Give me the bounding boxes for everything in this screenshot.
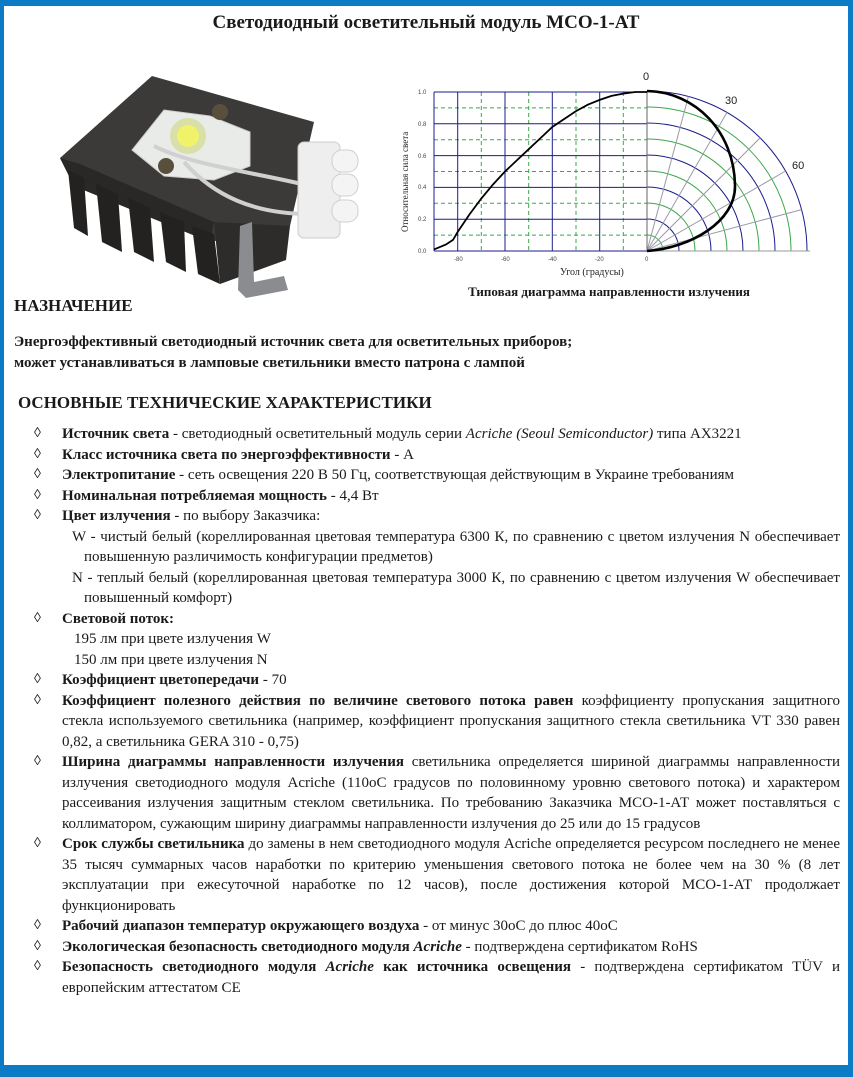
product-photo-icon (14, 46, 384, 302)
spec-item: ◊ Класс источника света по энергоэффективности - А (34, 445, 840, 466)
spec-item: ◊ Световой поток: 195 лм при цвете излучения W 150 лм при цвете излучения N (34, 609, 840, 671)
spec-subitem: 150 лм при цвете излучения N (74, 651, 268, 668)
diamond-bullet-icon: ◊ (34, 754, 41, 769)
diamond-bullet-icon: ◊ (34, 446, 41, 462)
purpose-line-2: может устанавливаться в ламповые светильники вместо патрона с лампой (14, 355, 525, 371)
diamond-bullet-icon: ◊ (34, 959, 41, 974)
polar-curve (647, 91, 738, 251)
purpose-line-1: Энергоэффективный светодиодный источник света для осветительных приборов; (14, 334, 573, 350)
spec-item: ◊ Безопасность светодиодного модуля Acriche как источника освещения - подтверждена сертификатом TÜV и европейским аттестатом CE (34, 959, 840, 996)
svg-text:30: 30 (725, 95, 738, 107)
diamond-bullet-icon: ◊ (34, 836, 41, 851)
diamond-bullet-icon: ◊ (34, 487, 41, 503)
polar-grid (647, 91, 810, 251)
svg-text:60: 60 (792, 160, 805, 172)
chart-caption: Типовая диаграмма направленности излучения (468, 284, 750, 299)
spec-item: ◊ Срок службы светильника до замены в нем светодиодного модуля Acriche определяется ресурсом последнего не менее 35 тысяч суммарных часов наработки по критерию уменьшения светового потока не более чем на 30 % (8 лет эксплуатации при ежесуточной наработке по 12 часов), после достижения которой МСО-1-АТ продолжает функционировать (34, 836, 840, 914)
purpose-heading: НАЗНАЧЕНИЕ (14, 296, 133, 315)
spec-item: ◊ Экологическая безопасность светодиодного модуля Acriche - подтверждена сертификатом RoHS (34, 937, 840, 958)
spec-item: ◊ Номинальная потребляемая мощность - 4,4 Вт (34, 486, 840, 507)
diamond-bullet-icon: ◊ (34, 918, 41, 933)
spec-subitem: W - чистый белый (кореллированная цветовая температура 6300 К, по сравнению с цветом излучения N обеспечивает повышенную различимость конфигурации предметов) (72, 528, 840, 565)
spec-item: ◊ Источник света - светодиодный осветительный модуль серии Acriche (Seoul Semiconductor) типа АХ3221 (34, 424, 840, 445)
radiation-pattern-chart (380, 62, 830, 302)
page-title: Светодиодный осветительный модуль МСО-1-АТ (212, 12, 640, 33)
diamond-bullet-icon: ◊ (34, 610, 41, 626)
purpose-text (14, 332, 834, 374)
cartesian-grid (434, 92, 647, 251)
diamond-bullet-icon: ◊ (34, 467, 41, 482)
svg-text:-40: -40 (548, 257, 557, 263)
svg-text:0.6: 0.6 (418, 154, 427, 160)
specs-heading: ОСНОВНЫЕ ТЕХНИЧЕСКИЕ ХАРАКТЕРИСТИКИ (18, 393, 432, 412)
svg-text:0.8: 0.8 (418, 122, 427, 128)
svg-text:-20: -20 (595, 257, 604, 263)
svg-text:-60: -60 (501, 257, 510, 263)
datasheet-page (4, 6, 848, 1065)
svg-text:0: 0 (645, 257, 649, 263)
specs-list (34, 424, 840, 998)
diamond-bullet-icon: ◊ (34, 672, 41, 687)
diamond-bullet-icon: ◊ (34, 426, 41, 441)
spec-item: ◊ Электропитание - сеть освещения 220 В 50 Гц, соответствующая действующим в Украине требованиям (34, 465, 840, 486)
cartesian-curve (434, 92, 647, 249)
svg-text:0: 0 (643, 71, 650, 83)
spec-subitem: N - теплый белый (кореллированная цветовая температура 3000 К, по сравнению с цветом излучения W обеспечивает повышенный комфорт) (72, 569, 840, 606)
spec-item: ◊ Ширина диаграммы направленности излучения светильника определяется шириной диаграммы направленности излучения светодиодного модуля Acriche (110oC градусов по половинному уровню светового потока) и характером рассеивания излучения защитным стеклом светильника. По требованию Заказчика МСО-1-АТ может поставляться с коллиматором, сужающим ширину диаграммы направленности излучения до 25 или до 15 градусов (34, 754, 840, 832)
diamond-bullet-icon: ◊ (34, 938, 41, 954)
spec-subitem: 195 лм при цвете излучения W (74, 631, 271, 647)
svg-text:Угол (градусы): Угол (градусы) (560, 267, 624, 278)
svg-text:0.0: 0.0 (418, 249, 427, 255)
spec-item: ◊ Коэффициент цветопередачи - 70 (34, 670, 840, 691)
svg-text:-80: -80 (454, 257, 463, 263)
spec-item: ◊ Цвет излучения - по выбору Заказчика: W - чистый белый (кореллированная цветовая температура 6300 К, по сравнению с цветом излучения N обеспечивает повышенную различимость конфигурации предметов) N - теплый белый (кореллированная цветовая температура 3000 К, по сравнению с цветом излучения W обеспечивает повышенный комфорт) (34, 506, 840, 609)
diamond-bullet-icon: ◊ (34, 692, 41, 708)
svg-text:0.4: 0.4 (418, 185, 427, 191)
svg-text:1.0: 1.0 (418, 90, 427, 96)
spec-item: ◊ Рабочий диапазон температур окружающего воздуха - от минус 30oC до плюс 40oC (34, 916, 840, 937)
svg-text:Относительная сила света: Относительная сила света (400, 131, 410, 232)
spec-item: ◊ Коэффициент полезного действия по величине светового потока равен коэффициенту пропускания защитного стекла используемого светильника (например, коэффициент пропускания защитного стекла светильника VT 330 равен 0,82, а светильника GERA 310 - 0,75) (34, 692, 840, 750)
diamond-bullet-icon: ◊ (34, 508, 41, 523)
svg-text:0.2: 0.2 (418, 217, 427, 223)
